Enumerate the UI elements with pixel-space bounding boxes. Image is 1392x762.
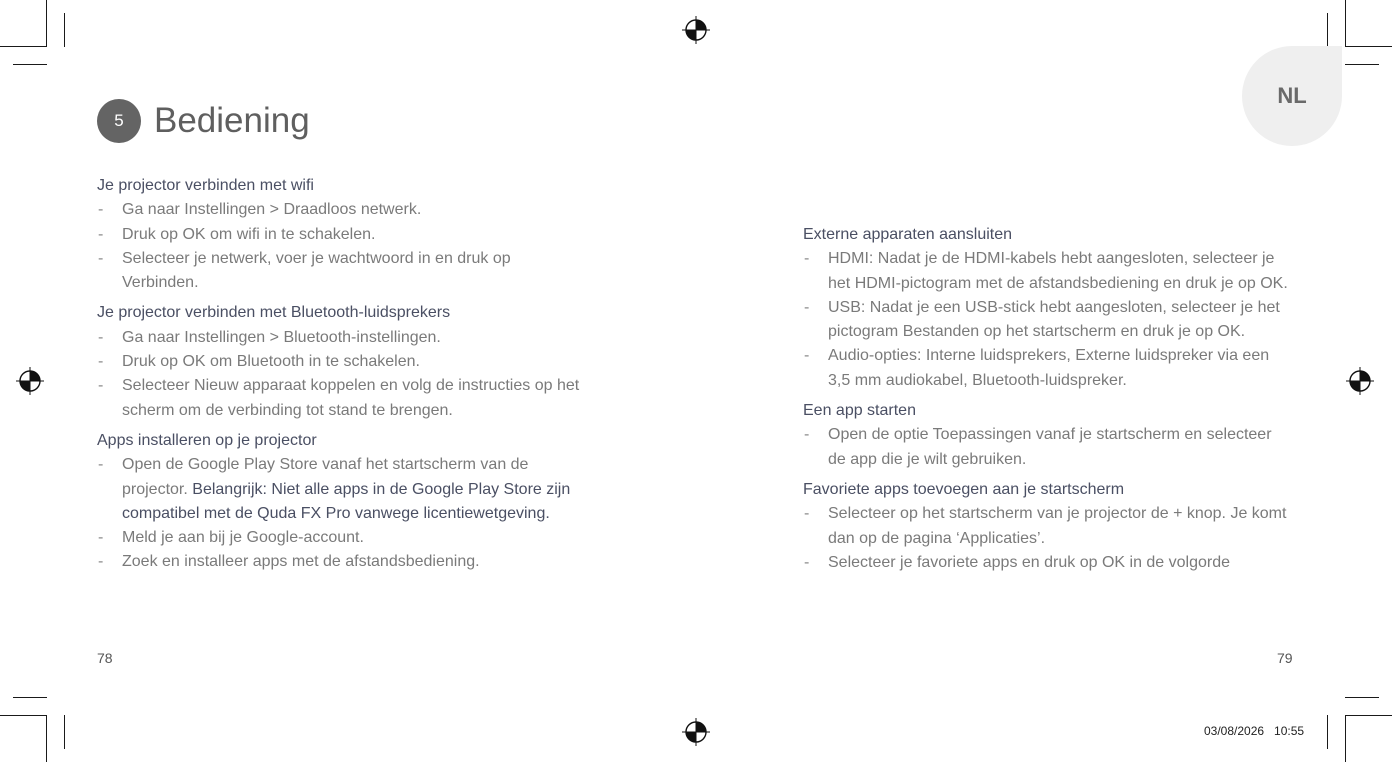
- crop-mark: [1345, 715, 1392, 716]
- language-badge: NL: [1242, 46, 1342, 146]
- list-item: - Selecteer je netwerk, voer je wachtwoord in en druk op Verbinden.: [97, 247, 583, 296]
- list-item: - Druk op OK om wifi in te schakelen.: [97, 223, 583, 247]
- list-item: - USB: Nadat je een USB-stick hebt aangesloten, selecteer je het pictogram Bestanden op het startscherm en druk je op OK.: [803, 296, 1293, 345]
- crop-mark: [64, 13, 65, 47]
- crop-mark: [46, 0, 47, 47]
- instruction-list: [97, 198, 583, 295]
- registration-mark-icon: [682, 16, 710, 44]
- section-heading: Externe apparaten aansluiten: [803, 226, 1013, 243]
- chapter-number-badge: 5: [97, 99, 141, 143]
- list-item: [97, 453, 583, 526]
- crop-mark: [1345, 697, 1379, 698]
- section-heading: Je projector verbinden met wifi: [97, 177, 314, 194]
- crop-mark: [1345, 46, 1392, 47]
- list-item: - Meld je aan bij je Google-account.: [97, 526, 583, 550]
- registration-mark-icon: [1346, 367, 1374, 395]
- crop-mark: [13, 697, 47, 698]
- list-item: - Selecteer Nieuw apparaat koppelen en volg de instructies op het scherm om de verbinding tot stand te brengen.: [97, 374, 583, 423]
- page-number-left: 78: [97, 650, 113, 666]
- list-item: - Open de optie Toepassingen vanaf je startscherm en selecteer de app die je wilt gebruiken.: [803, 423, 1293, 472]
- left-column: [97, 174, 583, 581]
- list-item: - Selecteer op het startscherm van je projector de + knop. Je komt dan op de pagina ‘Applicaties’.: [803, 502, 1293, 551]
- list-item: - Druk op OK om Bluetooth in te schakelen.: [97, 350, 583, 374]
- list-item: - Ga naar Instellingen > Bluetooth-instellingen.: [97, 326, 583, 350]
- crop-mark: [0, 715, 47, 716]
- section-heading: Favoriete apps toevoegen aan je startscherm: [803, 480, 1125, 498]
- page-number-right: 79: [1277, 650, 1293, 666]
- list-item-text: Open de Google Play Store vanaf het startscherm van de projector.: [122, 456, 529, 498]
- crop-mark: [1327, 13, 1328, 47]
- list-item: - HDMI: Nadat je de HDMI-kabels hebt aangesloten, selecteer je het HDMI-pictogram met de afstandsbediening en druk je op OK.: [803, 247, 1293, 296]
- crop-mark: [1345, 0, 1346, 47]
- print-timestamp: 03/08/2026 10:55: [1204, 724, 1305, 738]
- list-item: - Ga naar Instellingen > Draadloos netwerk.: [97, 198, 583, 222]
- registration-mark-icon: [16, 367, 44, 395]
- crop-mark: [1345, 715, 1346, 762]
- crop-mark: [13, 64, 47, 65]
- section-heading: Een app starten: [803, 402, 916, 420]
- section-heading: Je projector verbinden met Bluetooth-luidsprekers: [97, 304, 451, 322]
- instruction-list: [97, 326, 583, 423]
- important-note: Belangrijk: Niet alle apps in de Google Play Store zijn compatibel met de Quda FX Pro vanwege licentiewetgeving.: [122, 480, 571, 522]
- instruction-list: [803, 502, 1293, 575]
- instruction-list: [97, 453, 583, 574]
- instruction-list: [803, 423, 1293, 472]
- right-column: [803, 223, 1293, 581]
- crop-mark: [46, 715, 47, 762]
- registration-mark-icon: [682, 718, 710, 746]
- crop-mark: [64, 715, 65, 749]
- crop-mark: [1327, 715, 1328, 749]
- chapter-title: Bediening: [154, 101, 310, 140]
- crop-mark: [1345, 64, 1379, 65]
- instruction-list: [803, 247, 1293, 393]
- crop-mark: [0, 46, 47, 47]
- list-item: - Audio-opties: Interne luidsprekers, Externe luidspreker via een 3,5 mm audiokabel, Bluetooth-luidspreker.: [803, 344, 1293, 393]
- section-heading: Apps installeren op je projector: [97, 431, 317, 449]
- list-item: - Selecteer je favoriete apps en druk op OK in de volgorde: [803, 551, 1293, 575]
- list-item: - Zoek en installeer apps met de afstandsbediening.: [97, 550, 583, 574]
